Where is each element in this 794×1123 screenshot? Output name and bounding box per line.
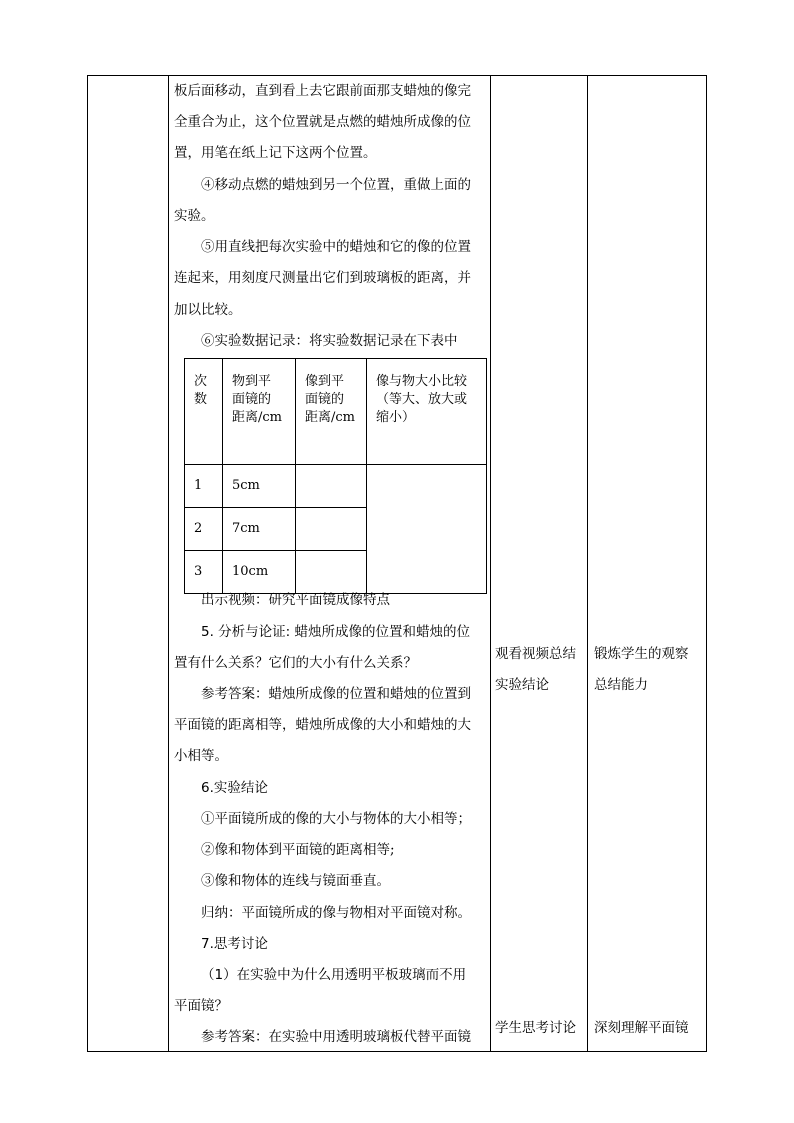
text-line: 连起来，用刻度尺测量出它们到玻璃板的距离，并 [174,270,471,286]
text-line: ②像和物体到平面镜的距离相等; [201,842,395,858]
text-line: 参考答案：蜡烛所成像的位置和蜡烛的位置到 [201,686,471,702]
lesson-plan-table [87,75,707,1052]
table-cell: 7cm [223,508,296,551]
text-line: （1）在实验中为什么用透明平板玻璃而不用 [201,967,467,983]
experiment-data-table [184,358,487,594]
text-line: 小相等。 [174,748,228,764]
table-cell-merged [367,465,487,594]
table-cell: 1 [185,465,223,508]
text-line: 板后面移动，直到看上去它跟前面那支蜡烛的像完 [174,83,471,99]
text-line: 平面镜的距离相等，蜡烛所成像的大小和蜡烛的大 [174,717,471,733]
text-line: ⑤用直线把每次实验中的蜡烛和它的像的位置 [201,239,471,255]
text-line: ⑥实验数据记录：将实验数据记录在下表中 [201,333,458,349]
table-cell [296,551,367,594]
teaching-process-column [168,76,571,1051]
header-cell: 像到平 面镜的 距离/cm [296,359,367,465]
text-line: 6.实验结论 [201,780,268,796]
text-line: 归纳：平面镜所成的像与物相对平面镜对称。 [201,905,471,921]
table-cell: 5cm [223,465,296,508]
table-cell: 2 [185,508,223,551]
text-line: 7.思考讨论 [201,936,268,952]
table-cell: 10cm [223,551,296,594]
design-intent-text: 锻炼学生的观察 总结能力 [594,646,689,693]
table-row [185,465,487,508]
text-line: ④移动点燃的蜡烛到另一个位置，重做上面的 [201,177,471,193]
text-line: 加以比较。 [174,302,242,318]
text-line: 参考答案：在实验中用透明玻璃板代替平面镜 [201,1029,471,1045]
text-line: ③像和物体的连线与镜面垂直。 [201,873,390,889]
table-cell [296,465,367,508]
text-line: ①平面镜所成的像的大小与物体的大小相等； [201,811,471,827]
header-cell: 次 数 [185,359,223,465]
header-cell: 像与物大小比较 （等大、放大或 缩小） [367,359,487,465]
text-line: 置，用笔在纸上记下这两个位置。 [174,145,377,161]
header-cell: 物到平 面镜的 距离/cm [223,359,296,465]
text-line: 置有什么关系？它们的大小有什么关系？ [174,655,417,671]
table-header-row [185,359,487,465]
table-cell: 3 [185,551,223,594]
text-line: 实验。 [174,208,215,224]
design-intent-text: 深刻理解平面镜 [594,1020,689,1036]
text-line: 平面镜？ [174,998,228,1014]
student-activity-text: 学生思考讨论 [495,1020,576,1036]
table-cell [296,508,367,551]
text-line: 全重合为止，这个位置就是点燃的蜡烛所成像的位 [174,114,471,130]
text-line: 出示视频：研究平面镜成像特点 [201,592,390,608]
student-activity-text: 观看视频总结 实验结论 [495,646,576,693]
text-line: 5. 分析与论证: 蜡烛所成像的位置和蜡烛的位 [201,624,471,640]
